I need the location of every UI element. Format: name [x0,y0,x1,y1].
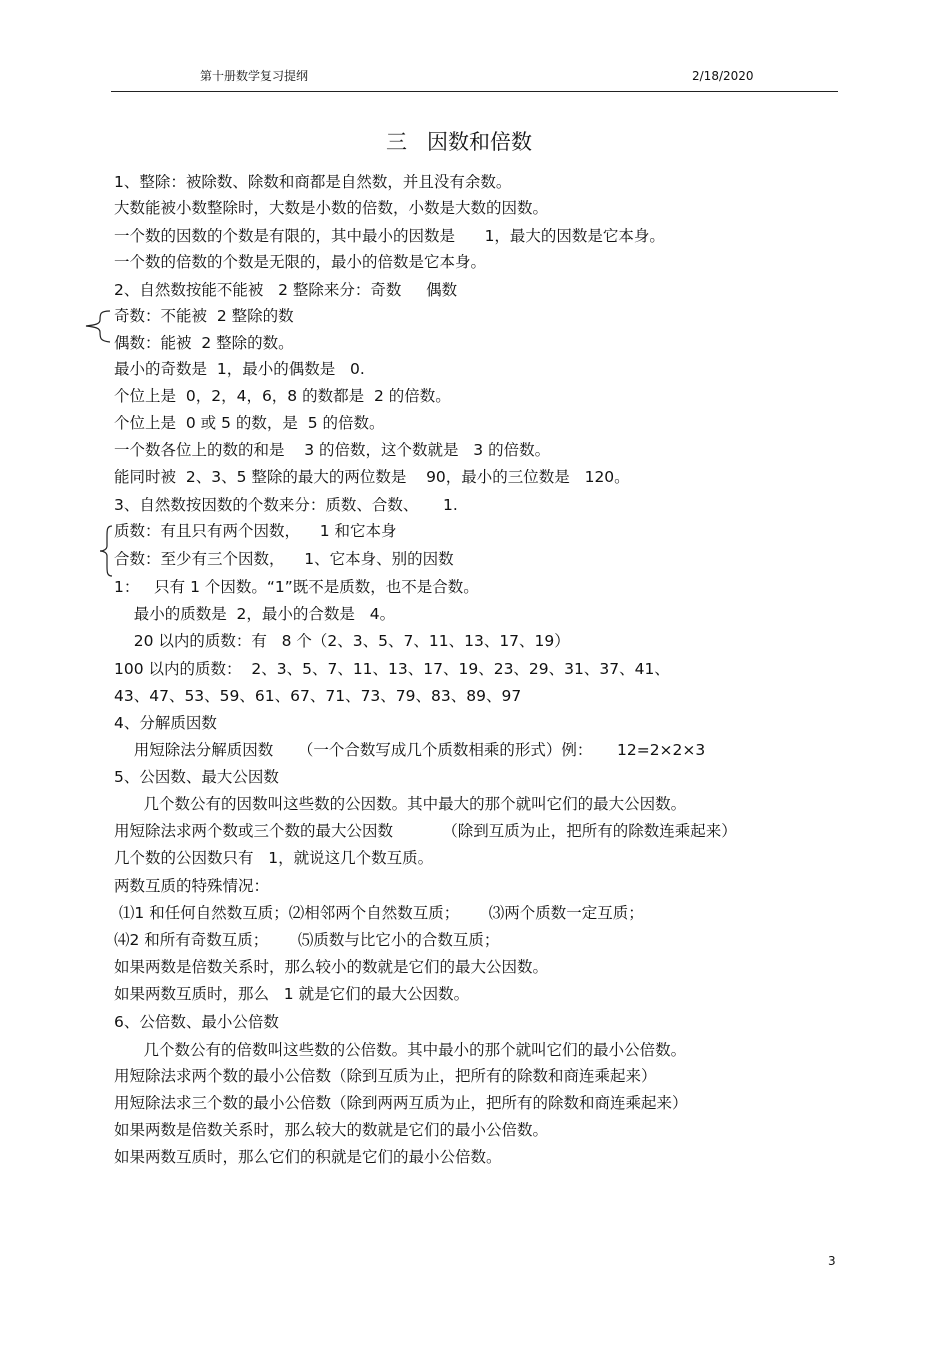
text-line: 6、公倍数、最小公倍数 [114,1013,279,1031]
text-line: 奇数：不能被 2 整除的数 [114,307,294,325]
text-line: 1： 只有 1 个因数。“1”既不是质数，也不是合数。 [114,578,479,596]
text-line: 一个数的因数的个数是有限的，其中最小的因数是 1，最大的因数是它本身。 [114,227,665,245]
text-line: ⑴1 和任何自然数互质；⑵相邻两个自然数互质； ⑶两个质数一定互质； [114,904,644,922]
text-line: 43、47、53、59、61、67、71、73、79、83、89、97 [114,687,522,705]
section-title: 三 因数和倍数 [386,130,533,154]
text-line: 2、自然数按能不能被 2 整除来分：奇数 偶数 [114,281,458,299]
text-line: 个位上是 0 或 5 的数，是 5 的倍数。 [114,414,385,432]
text-line: 如果两数互质时，那么它们的积就是它们的最小公倍数。 [114,1148,502,1166]
text-line: 1、整除：被除数、除数和商都是自然数，并且没有余数。 [114,173,512,191]
text-line: 质数：有且只有两个因数， 1 和它本身 [114,522,397,540]
text-line: 用短除法求三个数的最小公倍数（除到两两互质为止，把所有的除数和商连乘起来） [114,1094,688,1112]
text-line: 能同时被 2、3、5 整除的最大的两位数是 90，最小的三位数是 120。 [114,468,630,486]
text-line: 如果两数是倍数关系时，那么较大的数就是它们的最小公倍数。 [114,1121,549,1139]
header-date: 2/18/2020 [692,69,754,83]
text-line: 偶数：能被 2 整除的数。 [114,334,294,352]
text-line: 两数互质的特殊情况： [114,877,270,895]
header-divider [111,91,838,92]
text-line: 一个数各位上的数的和是 3 的倍数，这个数就是 3 的倍数。 [114,441,551,459]
text-line: 如果两数是倍数关系时，那么较小的数就是它们的最大公因数。 [114,958,549,976]
text-line: 几个数公有的倍数叫这些数的公倍数。其中最小的那个就叫它们的最小公倍数。 [114,1041,687,1059]
text-line: 几个数公有的因数叫这些数的公因数。其中最大的那个就叫它们的最大公因数。 [114,795,687,813]
page-number: 3 [828,1254,836,1268]
brace-mark [98,522,114,580]
text-line: 如果两数互质时，那么 1 就是它们的最大公因数。 [114,985,470,1003]
text-line: 一个数的倍数的个数是无限的，最小的倍数是它本身。 [114,253,487,271]
text-line: 100 以内的质数： 2、3、5、7、11、13、17、19、23、29、31、37、41、 [114,660,670,678]
text-line: ⑷2 和所有奇数互质； ⑸质数与比它小的合数互质； [114,931,500,949]
text-line: 用短除法分解质因数 （一个合数写成几个质数相乘的形式）例： 12=2×2×3 [114,741,706,759]
text-line: 合数：至少有三个因数， 1、它本身、别的因数 [114,550,454,568]
brace-mark [84,306,112,346]
text-line: 3、自然数按因数的个数来分：质数、合数、 1. [114,496,458,514]
text-line: 大数能被小数整除时，大数是小数的倍数，小数是大数的因数。 [114,199,549,217]
header-title: 第十册数学复习提纲 [200,69,309,83]
text-line: 20 以内的质数：有 8 个（2、3、5、7、11、13、17、19） [114,632,570,650]
text-line: 5、公因数、最大公因数 [114,768,279,786]
text-line: 几个数的公因数只有 1，就说这几个数互质。 [114,849,434,867]
text-line: 用短除法求两个数的最小公倍数（除到互质为止，把所有的除数和商连乘起来） [114,1067,657,1085]
text-line: 个位上是 0，2，4，6，8 的数都是 2 的倍数。 [114,387,451,405]
text-line: 4、分解质因数 [114,714,217,732]
text-line: 用短除法求两个数或三个数的最大公因数 （除到互质为止，把所有的除数连乘起来） [114,822,737,840]
text-line: 最小的奇数是 1，最小的偶数是 0. [114,360,365,378]
text-line: 最小的质数是 2，最小的合数是 4。 [114,605,396,623]
